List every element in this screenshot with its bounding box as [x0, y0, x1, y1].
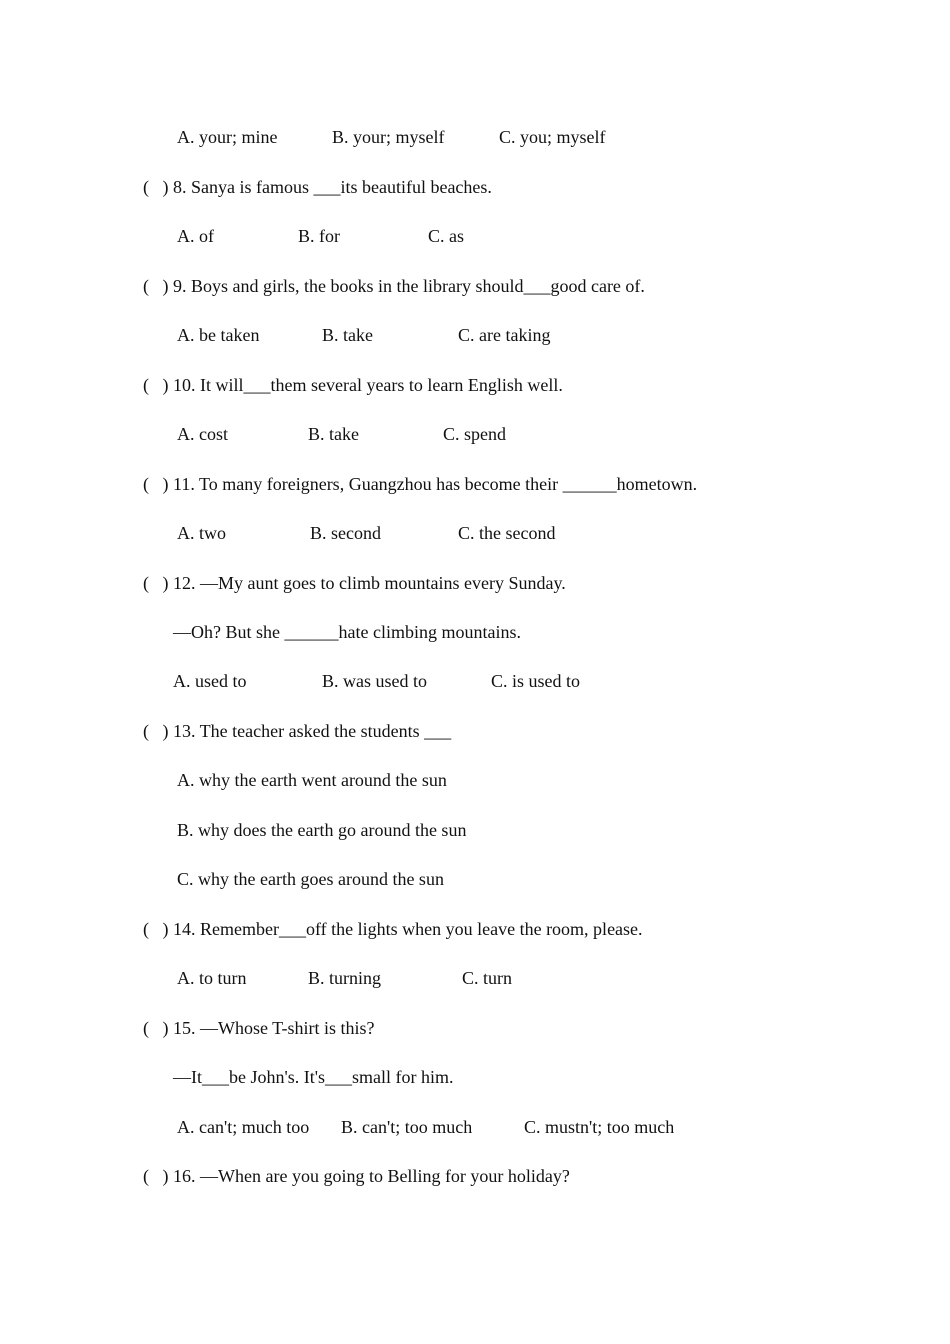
- option-b: B. second: [310, 523, 381, 543]
- option-a: A. of: [177, 226, 214, 246]
- option-b: B. why does the earth go around the sun: [177, 820, 467, 840]
- option-b: B. take: [308, 424, 359, 444]
- question-12-reply: —Oh? But she ______hate climbing mountains.: [173, 622, 521, 642]
- question-11: ( ) 11. To many foreigners, Guangzhou has become their ______hometown.: [143, 474, 698, 494]
- option-a: A. your; mine: [177, 127, 278, 147]
- option-c: C. the second: [458, 523, 556, 543]
- question-12: ( ) 12. —My aunt goes to climb mountains every Sunday.: [143, 573, 566, 593]
- option-c: C. are taking: [458, 325, 551, 345]
- question-9: ( ) 9. Boys and girls, the books in the library should___good care of.: [143, 276, 645, 296]
- option-c: C. turn: [462, 968, 513, 988]
- question-13: ( ) 13. The teacher asked the students ___: [143, 721, 452, 741]
- option-b: B. was used to: [322, 671, 427, 691]
- question-15-reply: —It___be John's. It's___small for him.: [173, 1067, 454, 1087]
- question-8: ( ) 8. Sanya is famous ___its beautiful beaches.: [143, 177, 492, 197]
- question-15: ( ) 15. —Whose T-shirt is this?: [143, 1018, 375, 1038]
- question-14: ( ) 14. Remember___off the lights when you leave the room, please.: [143, 919, 643, 939]
- option-b: B. turning: [308, 968, 382, 988]
- option-b: B. for: [298, 226, 340, 246]
- option-c: C. as: [428, 226, 464, 246]
- option-a: A. cost: [177, 424, 228, 444]
- question-10: ( ) 10. It will___them several years to learn English well.: [143, 375, 563, 395]
- option-a: A. to turn: [177, 968, 247, 988]
- option-a: A. why the earth went around the sun: [177, 770, 447, 790]
- option-c: C. spend: [443, 424, 506, 444]
- option-a: A. be taken: [177, 325, 260, 345]
- option-b: B. your; myself: [332, 127, 445, 147]
- option-b: B. take: [322, 325, 373, 345]
- option-a: A. can't; much too: [177, 1117, 310, 1137]
- question-16: ( ) 16. —When are you going to Belling for your holiday?: [143, 1166, 570, 1186]
- option-c: C. mustn't; too much: [524, 1117, 675, 1137]
- option-c: C. is used to: [491, 671, 581, 691]
- option-a: A. two: [177, 523, 226, 543]
- option-c: C. you; myself: [499, 127, 606, 147]
- option-b: B. can't; too much: [341, 1117, 473, 1137]
- option-c: C. why the earth goes around the sun: [177, 869, 444, 889]
- option-a: A. used to: [173, 671, 247, 691]
